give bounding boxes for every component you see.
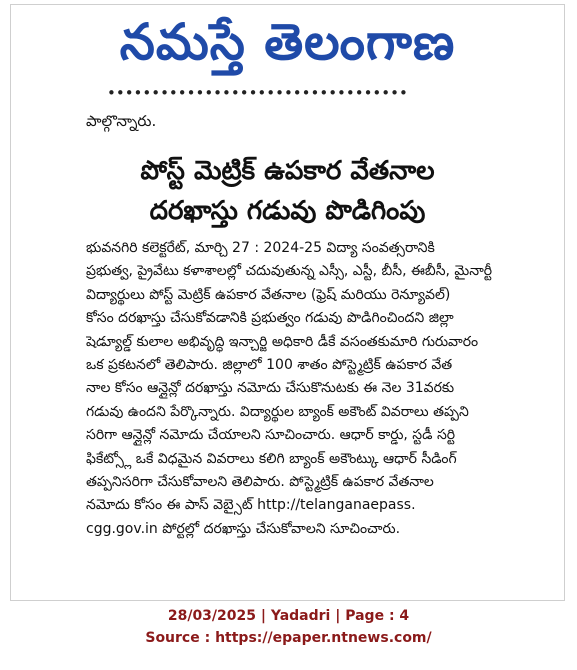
body-line: ప్రభుత్వ, ప్రైవేటు కళాశాలల్లో చదువుతున్న ఎస్సీ, ఎస్టీ, బీసీ, ఈబీసీ, మైనార్టీ: [86, 263, 493, 280]
newspaper-clipping: [10, 4, 565, 601]
headline-line-1: పోస్ట్ మెట్రిక్ ఉపకార వేతనాల: [140, 156, 435, 186]
body-line: షెడ్యూల్డ్ కులాల అభివృద్ధి ఇన్చార్జి అధికారి డీకే వసంతకుమారి గురువారం: [86, 333, 479, 350]
previous-article-tail: పాల్గొన్నారు.: [86, 112, 157, 130]
publication-date-line: 28/03/2025 | Yadadri | Page : 4: [167, 608, 410, 624]
source-line: Source : https://epaper.ntnews.com/: [145, 630, 432, 646]
body-line: గడువు ఉందని పేర్కొన్నారు. విద్యార్థుల బ్యాంక్ అకౌంట్ వివరాలు తప్పని: [86, 403, 469, 420]
article-headline: [11, 151, 564, 231]
body-line: తప్పనిసరిగా చేసుకోవాలని తెలిపారు. పోస్ట్మెట్రిక్ ఉపకార వేతనాల: [86, 473, 434, 490]
body-line: ఒక ప్రకటనలో తెలిపారు. జిల్లాలో 100 శాతం పోస్ట్మెట్రిక్ ఉపకార వేత: [86, 356, 453, 373]
body-line: నాల కోసం ఆన్లైన్లో దరఖాస్తు నమోదు చేసుకొనుటకు ఈ నెల 31వరకు: [86, 380, 455, 397]
body-line: కోసం దరఖాస్తు చేసుకోవడానికి ప్రభుత్వం గడువు పొడిగించిందని జిల్లా: [86, 310, 454, 327]
body-line: భువనగిరి కలెక్టరేట్, మార్చి 27 : 2024-25 విద్యా సంవత్సరానికి: [86, 240, 435, 256]
body-line: నమోదు కోసం ఈ పాస్ వెబ్సైట్ http://telanganaepass.: [86, 497, 416, 514]
body-line: విద్యార్థులు పోస్ట్ మెట్రిక్ ఉపకార వేతనాల (ఫ్రెష్ మరియు రెన్యూవల్): [86, 286, 451, 303]
body-line: ఫికేట్స్లో ఒకే విధమైన వివరాలు కలిగి బ్యాంక్ అకౌంట్కు ఆధార్ సీడింగ్: [86, 450, 457, 467]
body-line: cgg.gov.in పోర్టల్లో దరఖాస్తు చేసుకోవాలని సూచించారు.: [86, 520, 401, 537]
body-line: సరిగా ఆన్లైన్లో నమోదు చేయాలని సూచించారు. ఆధార్ కార్డు, స్టడీ సర్టి: [86, 427, 456, 444]
article-body: [86, 237, 538, 541]
newspaper-masthead: నమస్తే తెలంగాణ: [119, 13, 456, 71]
headline-line-2: దరఖాస్తు గడువు పొడిగింపు: [149, 196, 426, 226]
clipped-previous-text: ••••••••••••••••••••••••••••••••••: [107, 86, 408, 100]
